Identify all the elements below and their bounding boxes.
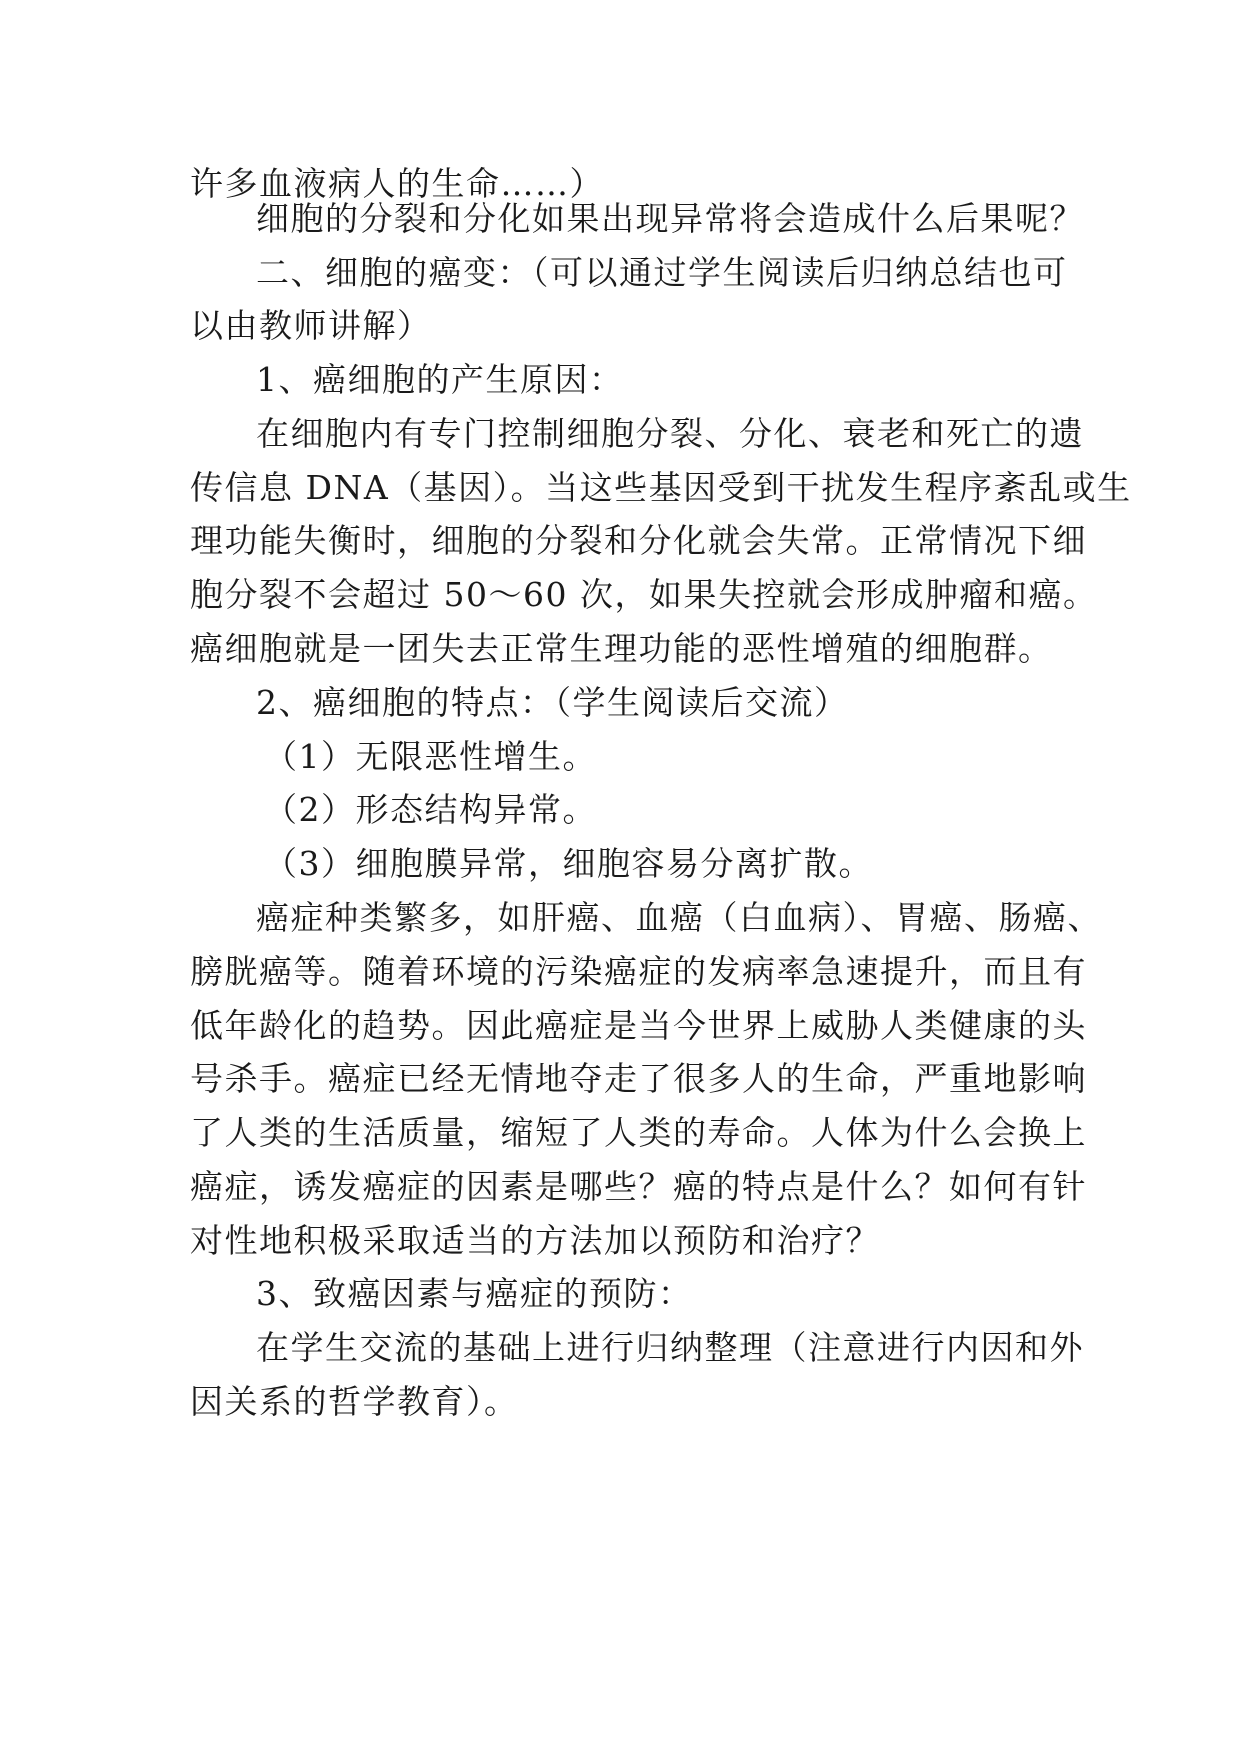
text-line: 对性地积极采取适当的方法加以预防和治疗？ xyxy=(190,1221,880,1260)
text-line: 传信息 DNA（基因）。当这些基因受到干扰发生程序紊乱或生 xyxy=(190,468,1132,507)
text-line: 癌细胞就是一团失去正常生理功能的恶性增殖的细胞群。 xyxy=(190,629,1053,668)
subsection-heading: 3、致癌因素与癌症的预防： xyxy=(256,1274,693,1313)
text-line: 许多血液病人的生命……） xyxy=(190,164,604,203)
section-heading: 二、细胞的癌变：（可以通过学生阅读后归纳总结也可 xyxy=(256,253,1068,292)
text-line: 膀胱癌等。随着环境的污染癌症的发病率急速提升，而且有 xyxy=(190,952,1087,991)
text-line: 在细胞内有专门控制细胞分裂、分化、衰老和死亡的遗 xyxy=(256,414,1084,453)
text-line: 理功能失衡时，细胞的分裂和分化就会失常。正常情况下细 xyxy=(190,521,1087,560)
subsection-heading: 1、癌细胞的产生原因： xyxy=(256,360,624,399)
list-item: （3）细胞膜异常，细胞容易分离扩散。 xyxy=(264,844,873,883)
text-line: 了人类的生活质量，缩短了人类的寿命。人体为什么会换上 xyxy=(190,1113,1087,1152)
text-line: 癌症，诱发癌症的因素是哪些？癌的特点是什么？如何有针 xyxy=(190,1167,1087,1206)
text-line: 细胞的分裂和分化如果出现异常将会造成什么后果呢？ xyxy=(256,199,1084,238)
text-line: 在学生交流的基础上进行归纳整理（注意进行内因和外 xyxy=(256,1328,1084,1367)
text-line: 胞分裂不会超过 50～60 次，如果失控就会形成肿瘤和癌。 xyxy=(190,575,1098,614)
list-item: （2）形态结构异常。 xyxy=(264,790,597,829)
text-line: 以由教师讲解） xyxy=(190,306,432,345)
text-line: 号杀手。癌症已经无情地夺走了很多人的生命，严重地影响 xyxy=(190,1059,1087,1098)
text-line: 因关系的哲学教育）。 xyxy=(190,1382,519,1421)
list-item: （1）无限恶性增生。 xyxy=(264,737,597,776)
text-line: 低年龄化的趋势。因此癌症是当今世界上威胁人类健康的头 xyxy=(190,1006,1087,1045)
text-line: 癌症种类繁多，如肝癌、血癌（白血病）、胃癌、肠癌、 xyxy=(256,898,1102,937)
subsection-heading: 2、癌细胞的特点：（学生阅读后交流） xyxy=(256,683,849,722)
